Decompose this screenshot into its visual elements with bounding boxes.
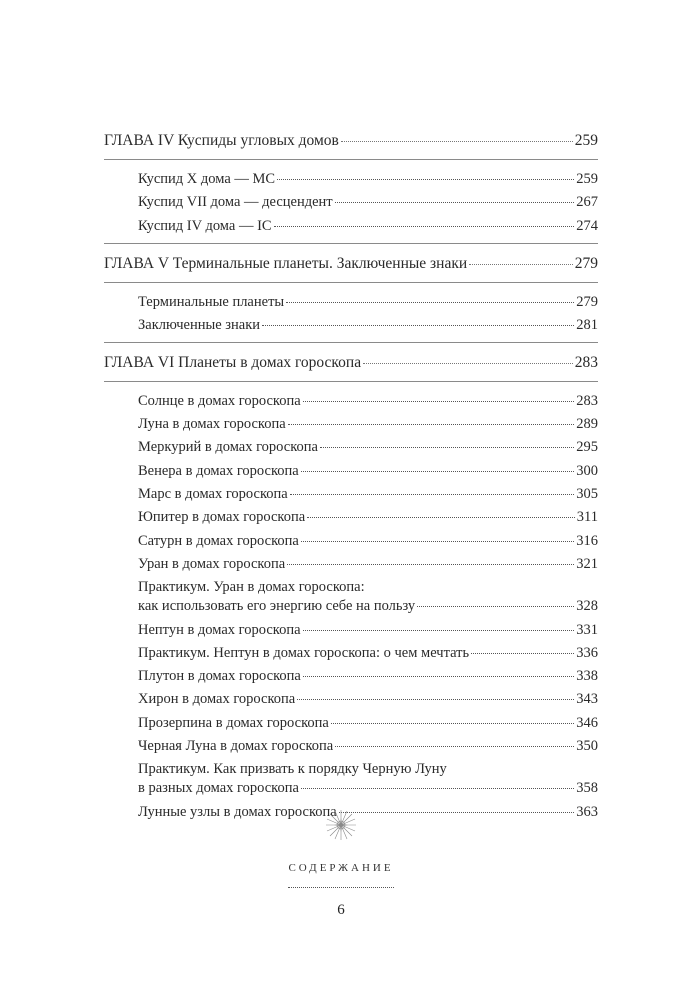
entry-title: Солнце в домах гороскопа	[138, 392, 301, 409]
entry-page: 311	[576, 509, 598, 526]
toc-entry[interactable]	[138, 415, 598, 434]
dot-leader	[274, 225, 575, 227]
entry-page: 338	[576, 668, 598, 685]
entry-title: Прозерпина в домах гороскопа	[138, 714, 329, 731]
toc-entry[interactable]	[138, 644, 598, 663]
toc-entry[interactable]	[138, 462, 598, 481]
toc-chapter-5[interactable]	[104, 254, 598, 274]
toc-entry[interactable]	[138, 667, 598, 686]
entry-title: как использовать его энергию себе на пользу	[138, 598, 416, 615]
toc-entry[interactable]	[138, 438, 598, 457]
dot-leader	[301, 787, 574, 789]
dot-leader	[469, 263, 573, 265]
entry-title: Лунные узлы в домах гороскопа	[138, 803, 337, 820]
toc-entry[interactable]	[138, 485, 598, 504]
dot-leader	[331, 722, 574, 724]
toc-chapter-4[interactable]	[104, 131, 598, 151]
dot-leader	[301, 540, 574, 542]
toc-entry[interactable]	[138, 714, 598, 733]
toc-entry[interactable]	[138, 316, 598, 335]
entry-title: Сатурн в домах гороскопа	[138, 532, 299, 549]
table-of-contents	[104, 131, 598, 822]
dot-leader	[303, 675, 574, 677]
dot-leader	[301, 470, 575, 472]
entry-page: 289	[576, 416, 598, 433]
entry-page: 328	[576, 598, 598, 615]
chapter-divider	[104, 381, 598, 382]
chapter-title: ГЛАВА VI Планеты в домах гороскопа	[104, 353, 362, 371]
dot-leader	[320, 446, 574, 448]
dot-leader	[277, 178, 574, 180]
entry-title: Куспид VII дома — десцендент	[138, 194, 333, 211]
dot-leader	[286, 301, 574, 303]
chapter-title: ГЛАВА IV Куспиды угловых домов	[104, 132, 339, 149]
entry-title: Плутон в домах гороскопа	[138, 668, 301, 685]
entry-title: Венера в домах гороскопа	[138, 462, 299, 479]
entry-page: 283	[576, 392, 598, 409]
chapter-divider	[104, 282, 598, 283]
toc-entry[interactable]	[138, 217, 598, 236]
toc-entry[interactable]	[138, 193, 598, 212]
entry-title: Уран в домах гороскопа	[138, 555, 286, 572]
toc-entry[interactable]	[138, 508, 598, 527]
entry-title: Куспид X дома — MC	[138, 171, 276, 187]
entry-page: 346	[576, 714, 598, 731]
dot-leader	[307, 516, 575, 518]
toc-entry[interactable]	[138, 293, 598, 312]
entry-title: Марс в домах гороскопа	[138, 486, 288, 503]
entry-title: Хирон в домах гороскопа	[138, 691, 296, 708]
chapter-page: 283	[574, 353, 598, 371]
toc-entry[interactable]	[138, 760, 598, 798]
chapter-page: 259	[574, 132, 598, 149]
chapter-divider	[104, 243, 598, 244]
entry-page: 331	[576, 621, 598, 638]
entry-page: 305	[576, 486, 598, 503]
toc-entry[interactable]	[138, 555, 598, 574]
chapter-divider	[104, 159, 598, 160]
toc-entry[interactable]	[138, 690, 598, 709]
toc-entry[interactable]	[138, 578, 598, 616]
section-label: СОДЕРЖАНИЕ	[288, 862, 394, 874]
entry-title: Юпитер в домах гороскопа	[138, 509, 306, 526]
toc-entry[interactable]	[138, 392, 598, 411]
entry-title: Луна в домах гороскопа	[138, 416, 286, 433]
dot-leader	[288, 423, 575, 425]
entry-page: 279	[576, 293, 598, 310]
entry-page: 281	[576, 316, 598, 333]
entry-page: 300	[576, 462, 598, 479]
dot-leader	[303, 400, 575, 402]
dot-leader	[287, 563, 574, 565]
dot-leader	[471, 652, 574, 654]
entry-page: 358	[576, 780, 598, 797]
dot-leader	[303, 629, 575, 631]
toc-entry[interactable]	[138, 532, 598, 551]
entry-title-line1: Практикум. Уран в домах гороскопа:	[138, 579, 365, 596]
entry-page: 363	[576, 803, 598, 820]
entry-title: Черная Луна в домах гороскопа	[138, 738, 334, 755]
entry-title-line1: Практикум. Как призвать к порядку Черную Луну	[138, 761, 447, 778]
entry-page: 336	[576, 644, 598, 661]
toc-entry[interactable]	[138, 621, 598, 640]
dot-leader	[417, 605, 574, 607]
dot-leader	[335, 201, 575, 203]
entry-title: Нептун в домах гороскопа	[138, 621, 301, 638]
entry-page: 350	[576, 738, 598, 755]
entry-page: 321	[576, 555, 598, 572]
chapter-title: ГЛАВА V Терминальные планеты. Заключенные знаки	[104, 254, 468, 272]
chapter-divider	[104, 342, 598, 343]
dot-leader	[262, 324, 574, 326]
dot-leader	[363, 362, 573, 364]
entry-page: 274	[576, 217, 598, 234]
entry-title: Заключенные знаки	[138, 316, 261, 333]
entry-page: 267	[576, 194, 598, 211]
chapter-page: 279	[574, 254, 598, 272]
entry-title: Меркурий в домах гороскопа	[138, 439, 318, 456]
dot-leader	[297, 698, 574, 700]
dot-leader	[339, 811, 575, 813]
compass-star-icon	[325, 809, 357, 841]
entry-title: Практикум. Нептун в домах гороскопа: о чем мечтать	[138, 644, 470, 661]
entry-page: 295	[576, 439, 598, 456]
toc-entry[interactable]	[138, 737, 598, 756]
entry-page: 316	[576, 532, 598, 549]
toc-entry[interactable]	[138, 170, 598, 189]
page-number: 6	[337, 902, 345, 918]
dot-leader	[335, 745, 574, 747]
toc-entry[interactable]	[138, 803, 598, 822]
dot-leader	[341, 140, 573, 142]
toc-chapter-6[interactable]	[104, 353, 598, 373]
entry-title: Куспид IV дома — IC	[138, 217, 272, 234]
entry-title: в разных домах гороскопа	[138, 780, 299, 797]
entry-page: 259	[576, 171, 598, 187]
entry-title: Терминальные планеты	[138, 293, 285, 310]
entry-page: 343	[576, 691, 598, 708]
footer-dot-rule	[288, 887, 394, 888]
dot-leader	[290, 493, 575, 495]
